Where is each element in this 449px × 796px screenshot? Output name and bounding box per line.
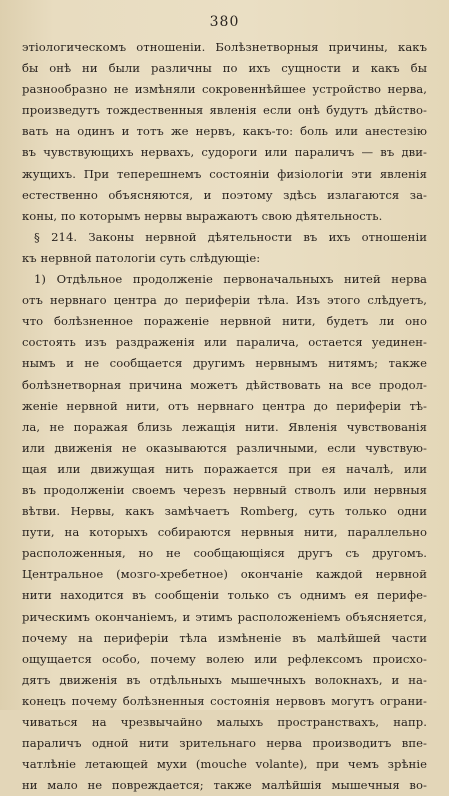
text-line: естественно объясняются, и поэтому здѣсь излагаются за- — [22, 187, 427, 202]
text-line: что болѣзненное пораженіе нервной нити, будетъ ли оно — [22, 314, 427, 329]
text-line: 1) Отдѣльное продолженіе первоначальныхъ нитей нерва — [34, 272, 427, 287]
text-line: или движенія не оказываются различными, если чувствую- — [22, 440, 427, 455]
text-line: въ продолженіи своемъ черезъ нервный стволъ или нервныя — [22, 482, 427, 497]
text-line: расположенныя, но не сообщающіяся другъ съ другомъ. — [22, 546, 427, 561]
page-number: 380 — [209, 14, 240, 30]
text-line: чатлѣніе летающей мухи (mouche volante), при чемъ зрѣніе — [22, 757, 427, 772]
text-line: коны, по которымъ нервы выражаютъ свою дѣятельность. — [22, 208, 383, 223]
text-line: болѣзнетворная причина можетъ дѣйствовать на все продол- — [22, 377, 427, 392]
text-line: нити находится въ сообщеніи только съ однимъ ея перифе- — [22, 588, 427, 603]
body-text — [22, 37, 427, 796]
text-line: этіологическомъ отношеніи. Болѣзнетворныя причины, какъ — [22, 40, 427, 54]
text-line: отъ нервнаго центра до периферіи тѣла. Изъ этого слѣдуетъ, — [22, 293, 427, 308]
text-line: пути, на которыхъ собираются нервныя нити, параллельно — [22, 525, 427, 540]
text-line: ни мало не повреждается; также малѣйшія мышечныя во- — [22, 778, 427, 793]
text-line: чиваться на чрезвычайно малыхъ пространствахъ, напр. — [22, 715, 427, 729]
text-line: конецъ почему болѣзненныя состоянія нервовъ могутъ ограни- — [22, 693, 427, 708]
text-line: къ нервной патологіи суть слѣдующіе: — [22, 250, 261, 265]
text-line: рическимъ окончаніемъ, и этимъ расположеніемъ объясняется, — [22, 609, 427, 624]
text-line: женіе нервной нити, отъ нервнаго центра до периферіи тѣ- — [22, 398, 427, 413]
text-line: нымъ и не сообщается другимъ нервнымъ нитямъ; также — [22, 356, 427, 371]
text-line: ощущается особо, почему волею или рефлексомъ происхо- — [22, 651, 427, 666]
text-line: ла, не поражая близь лежащія нити. Явленія чувствованія — [22, 419, 427, 434]
text-line: разнообразно не измѣняли сокровеннѣйшее устройство нерва, — [22, 82, 427, 97]
text-line: параличъ одной нити зрительнаго нерва производитъ впе- — [22, 736, 427, 751]
text-line: состоять изъ раздраженія или паралича, остается уединен- — [22, 335, 427, 350]
text-line: произведутъ тождественныя явленія если онѣ будутъ дѣйство- — [22, 103, 427, 118]
text-line: вѣтви. Нервы, какъ замѣчаетъ Romberg, суть только одни — [22, 504, 427, 519]
text-line: Центральное (мозго-хребетное) окончаніе каждой нервной — [22, 567, 427, 582]
text-line: жущихъ. При теперешнемъ состояніи физіологіи эти явленія — [22, 166, 427, 181]
text-line: бы онѣ ни были различны по ихъ сущности и какъ бы — [22, 61, 427, 76]
text-line: § 214. Законы нервной дѣятельности въ ихъ отношеніи — [34, 229, 427, 244]
text-line: въ чувствующихъ нервахъ, судороги или параличъ — въ дви- — [22, 145, 427, 160]
text-line: щая или движущая нить поражается при ея началѣ, или — [22, 461, 427, 476]
text-line: дятъ движенія въ отдѣльныхъ мышечныхъ волокнахъ, и на- — [22, 672, 427, 687]
text-line: вать на одинъ и тотъ же нервъ, какъ-то: боль или анестезію — [22, 124, 427, 139]
text-line: почему на периферіи тѣла измѣненіе въ малѣйшей части — [22, 630, 427, 645]
